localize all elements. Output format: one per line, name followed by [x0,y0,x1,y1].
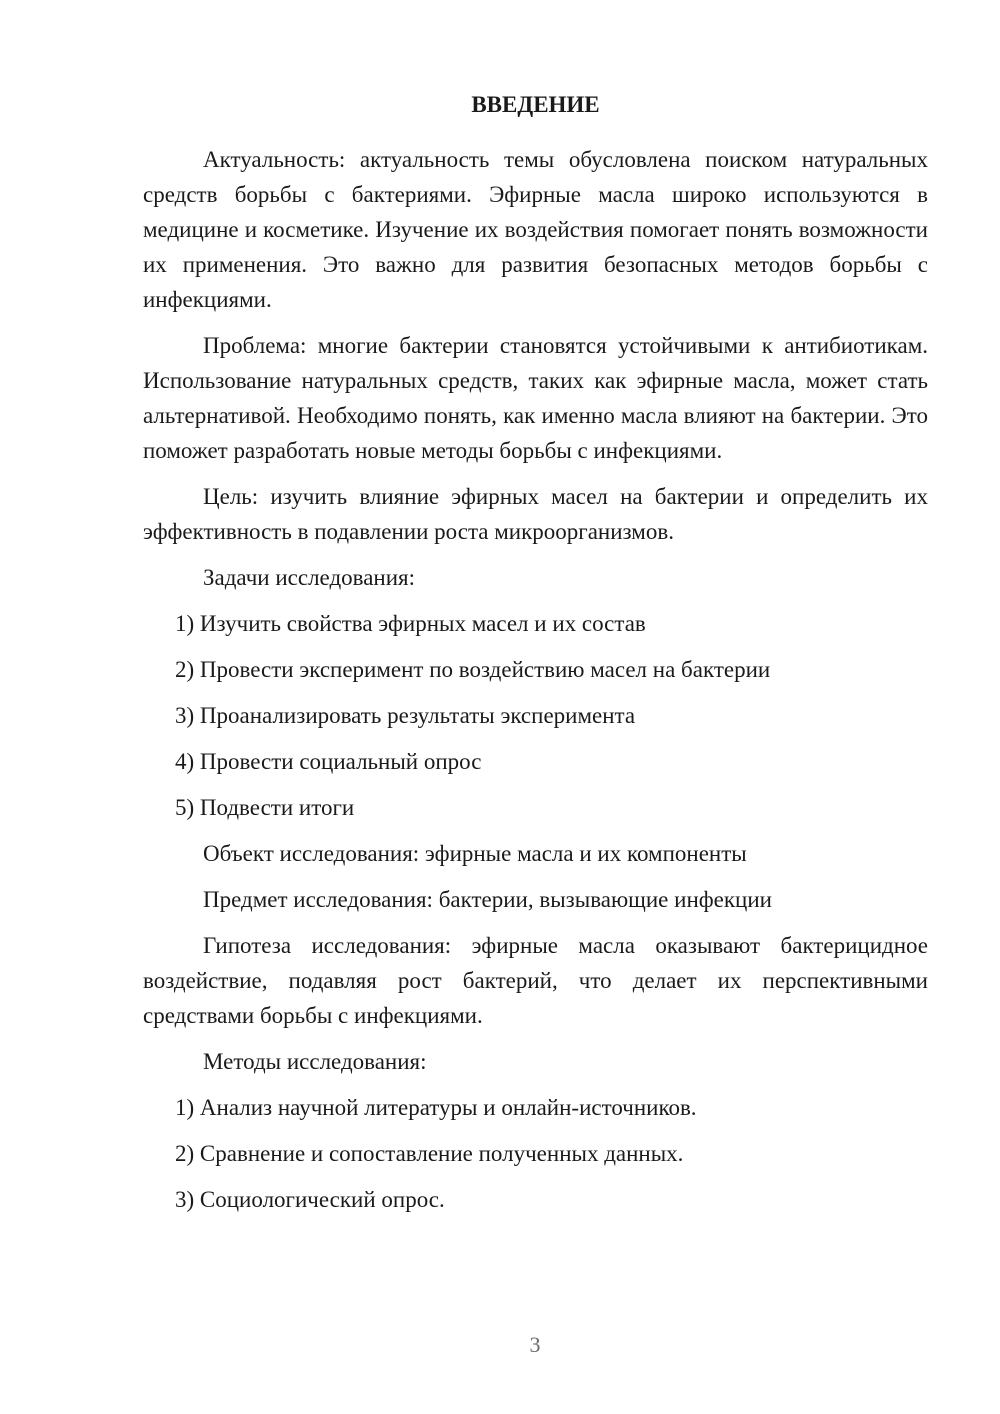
section-heading: ВВЕДЕНИЕ [471,92,600,117]
task-item: 3) Проанализировать результаты эксперимента [175,703,636,728]
method-item: 1) Анализ научной литературы и онлайн-источников. [175,1095,697,1120]
research-subject: Предмет исследования: бактерии, вызывающие инфекции [203,887,772,912]
methods-title: Методы исследования: [203,1049,427,1074]
hypothesis-paragraph: Гипотеза исследования: эфирные масла оказывают бактерицидное воздействие, подавляя рост бактерий, что делает их перспективными средствами борьбы с инфекциями. [143,933,928,1028]
problem-paragraph: Проблема: многие бактерии становятся устойчивыми к антибиотикам. Использование натуральных средств, таких как эфирные масла, может стать альтернативой. Необходимо понять, как именно масла влияют на бактерии. Это поможет разработать новые методы борьбы с инфекциями. [143,333,928,463]
relevance-paragraph: Актуальность: актуальность темы обусловлена поиском натуральных средств борьбы с бактериями. Эфирные масла широко используются в медицине и косметике. Изучение их воздействия помогает понять возможности их применения. Это важно для развития безопасных методов борьбы с инфекциями. [143,147,928,312]
task-item: 4) Провести социальный опрос [175,749,482,774]
document-page [143,90,928,1228]
method-item: 3) Социологический опрос. [175,1187,445,1212]
task-item: 2) Провести эксперимент по воздействию масел на бактерии [175,657,771,682]
page-number: 3 [529,1332,541,1357]
task-item: 5) Подвести итоги [175,795,355,820]
research-object: Объект исследования: эфирные масла и их компоненты [203,841,747,866]
goal-paragraph: Цель: изучить влияние эфирных масел на бактерии и определить их эффективность в подавлении роста микроорганизмов. [143,484,928,544]
method-item: 2) Сравнение и сопоставление полученных данных. [175,1141,684,1166]
tasks-title: Задачи исследования: [203,565,416,590]
task-item: 1) Изучить свойства эфирных масел и их состав [175,611,646,636]
